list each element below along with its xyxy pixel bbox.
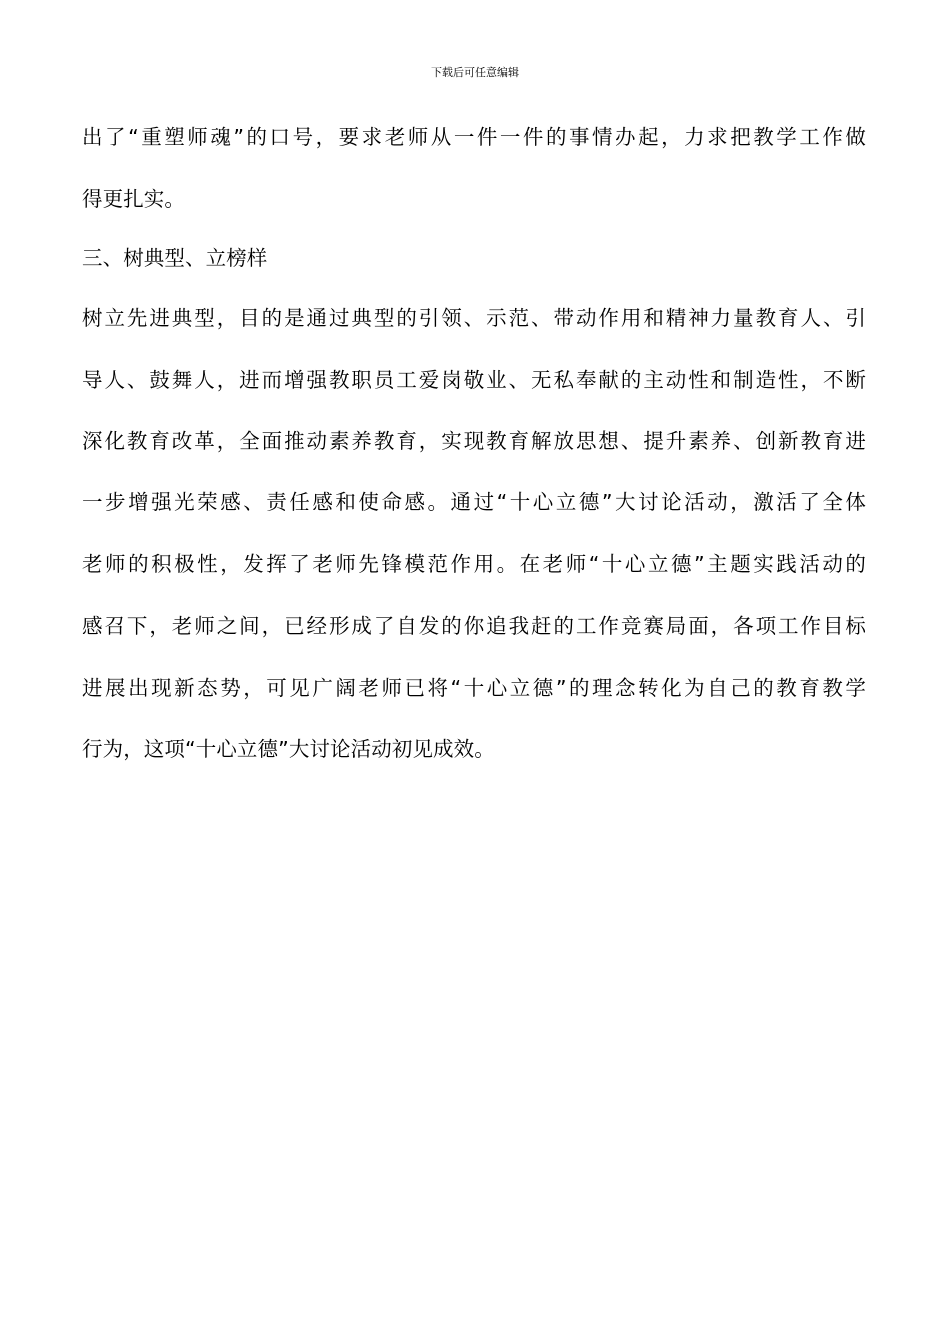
section-heading: 三、树典型、立榜样 — [82, 246, 268, 270]
paragraph-line: 老师的积极性，发挥了老师先锋模范作用。在老师“十心立德”主题实践活动的 — [82, 552, 866, 576]
paragraph-line: 深化教育改革，全面推动素养教育，实现教育解放思想、提升素养、创新教育进 — [82, 429, 866, 453]
paragraph-line: 出了“重塑师魂”的口号，要求老师从一件一件的事情办起，力求把教学工作做 — [82, 125, 866, 149]
paragraph-line: 感召下，老师之间，已经形成了自发的你追我赶的工作竞赛局面，各项工作目标 — [82, 614, 866, 638]
paragraph-line: 行为，这项“十心立德”大讨论活动初见成效。 — [82, 737, 495, 761]
paragraph-line: 进展出现新态势，可见广阔老师已将“十心立德”的理念转化为自己的教育教学 — [82, 676, 866, 700]
paragraph-line: 一步增强光荣感、责任感和使命感。通过“十心立德”大讨论活动，激活了全体 — [82, 490, 866, 514]
paragraph-line: 得更扎实。 — [82, 187, 185, 211]
page-header: 下载后可任意编辑 — [431, 66, 519, 79]
paragraph-line: 导人、鼓舞人，进而增强教职员工爱岗敬业、无私奉献的主动性和制造性，不断 — [82, 368, 866, 392]
paragraph-line: 树立先进典型，目的是通过典型的引领、示范、带动作用和精神力量教育人、引 — [82, 306, 866, 330]
